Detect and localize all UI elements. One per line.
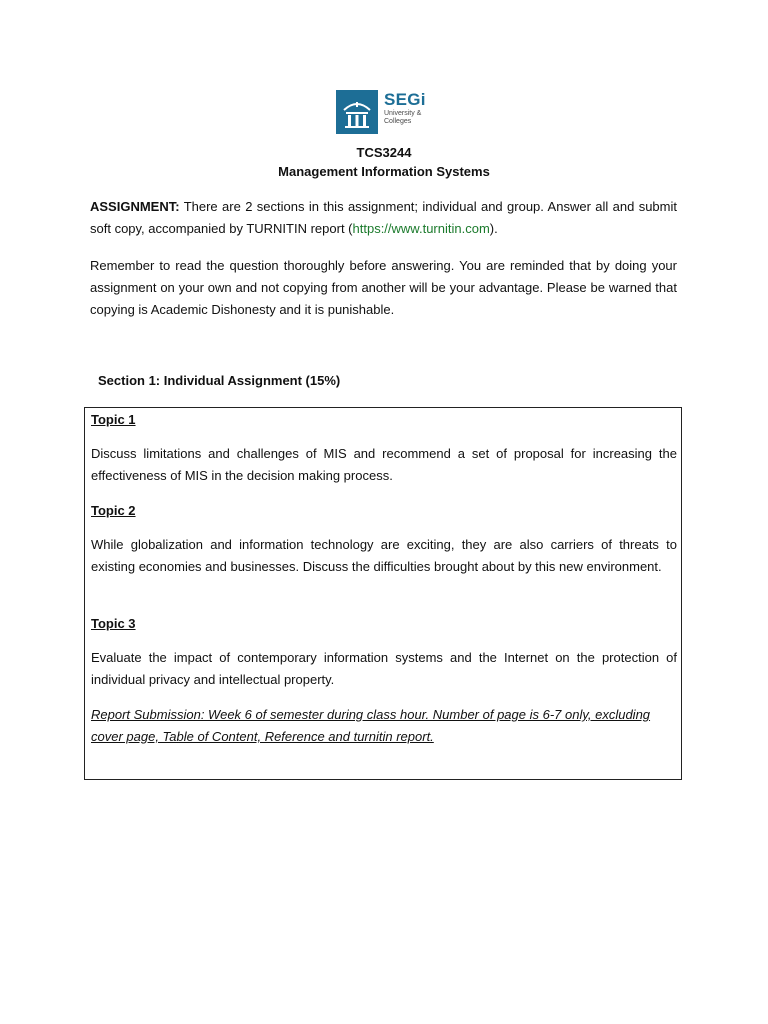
topic-3-text: Evaluate the impact of contemporary information systems and the Internet on the protection of individual privacy and intellectual property. [91,650,677,687]
logo-subtitle: University & Colleges [384,110,422,125]
topic-2-text: While globalization and information technology are exciting, they are also carriers of threats to existing economies and businesses. Discuss the difficulties brought about by this new environment. [91,537,677,574]
building-icon [336,90,378,134]
logo-name: SEGi [384,90,426,109]
segi-logo [336,90,440,134]
assignment-text: There are 2 sections in this assignment; individual and group. Answer all and submit soft copy, accompanied by TURNITIN report ( [90,199,677,236]
course-code: TCS3244 [356,145,412,160]
assignment-paragraph [90,196,677,240]
topic-2-heading: Topic 2 [91,503,136,518]
assignment-text-end: ). [489,221,498,236]
topic-1-text: Discuss limitations and challenges of MIS and recommend a set of proposal for increasing the effectiveness of MIS in the decision making process. [91,446,677,483]
submission-note: Report Submission: Week 6 of semester during class hour. Number of page is 6-7 only, excluding cover page, Table of Content, Reference and turnitin report. [91,707,651,744]
topic-1-heading: Topic 1 [91,412,136,427]
reminder-paragraph: Remember to read the question thoroughly before answering. You are reminded that by doing your assignment on your own and not copying from another will be your advantage. Please be warned that copying is Academic Dishonesty and it is punishable. [90,258,677,317]
turnitin-link[interactable]: https://www.turnitin.com [352,221,490,236]
course-name: Management Information Systems [278,164,490,179]
section-title: Section 1: Individual Assignment (15%) [98,373,341,388]
assignment-label: ASSIGNMENT: [90,199,180,214]
topic-3-heading: Topic 3 [91,616,136,631]
topics-box [84,407,682,780]
logo-emblem [336,90,378,134]
